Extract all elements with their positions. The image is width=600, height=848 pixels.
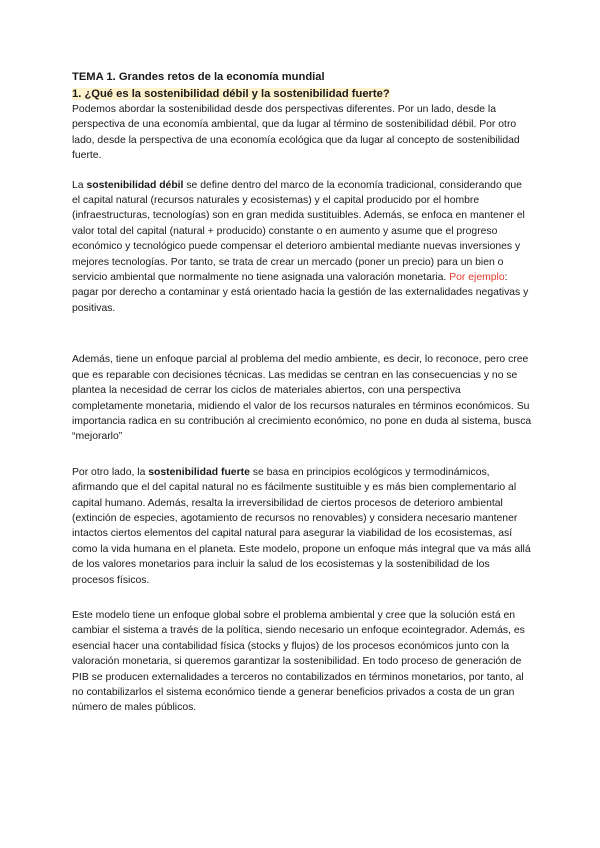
example-label: Por ejemplo [449,272,505,284]
section-heading-wrapper [72,84,532,102]
para2-lead: La [72,179,87,191]
paragraph-intro: Podemos abordar la sostenibilidad desde dos perspectivas diferentes. Por un lado, desde la perspectiva de una economía ambiental, que da lugar al término de sostenibilidad débil. Por otro lado, desde la perspectiva de una economía ecológica que da lugar al concepto de sostenibilidad fuerte. [72,104,520,162]
paragraph-partial-approach: Además, tiene un enfoque parcial al problema del medio ambiente, es decir, lo reconoce, pero cree que es reparable con decisiones técnicas. Las medidas se centran en las consecuencias y no se plantea la necesidad de cerrar los ciclos de materiales abiertos, con una perspectiva completamente monetaria, midiendo el valor de los recursos naturales en términos económicos. Su importancia radica en su contribución al crecimiento económico, no pone en duda al sistema, busca “mejorarlo” [72,354,532,443]
para4-body: se basa en principios ecológicos y termodinámicos, afirmando que el del capital natural no es fácilmente sustituible y es más bien complementario al capital humano. Además, resalta la irreversibilidad de ciertos procesos de deterioro ambiental (extinción de especies, agotamiento de recursos no renovables) y considera necesario mantener intactos ciertos elementos del capital natural para asegurar la viabilidad de los ecosistemas, así como la vida humana en el planeta. Este modelo, propone un enfoque más integral que va más allá de los valores monetarios para incluir la salud de los ecosistemas y la sostenibilidad de los procesos físicos. [72,466,531,586]
term-weak-sustainability: sostenibilidad débil [86,179,184,191]
paragraph-global-approach: Este modelo tiene un enfoque global sobre el problema ambiental y cree que la solución está en cambiar el sistema a través de la política, siendo necesario un enfoque ecointegrador. Además, es esencial hacer una contabilidad física (stocks y flujos) de los procesos económicos junto con la valoración monetaria, si queremos garantizar la sostenibilidad. En todo proceso de generación de PIB se producen externalidades a terceros no contabilizados en términos monetarios, por tanto, al no contabilizarlos el sistema económico tiende a generar beneficios privados a costa de un gran número de males públicos. [72,609,525,714]
document-page [72,70,532,716]
section-heading: 1. ¿Qué es la sostenibilidad débil y la sostenibilidad fuerte? [72,88,390,100]
term-strong-sustainability: sostenibilidad fuerte [148,466,250,478]
para2-body: se define dentro del marco de la economía tradicional, considerando que el capital natural (recursos naturales y ecosistemas) y el capital producido por el hombre (infraestructuras, tecnologías) son en gran medida sustituibles. Además, se enfoca en mantener el valor total del capital (natural + producido) constante o en aumento y asume que el progreso económico y tecnológico puede compensar el deterioro ambiental mediante nuevas inversiones y mejores tecnologías. Por tanto, se trata de crear un mercado (poner un precio) para un bien o servicio ambiental que normalmente no tiene asignada una valoración monetaria. [72,179,525,284]
para2-tail: : pagar por derecho a contaminar y está orientado hacia la gestión de las externalidades negativas y positivas. [72,272,529,314]
page-title: TEMA 1. Grandes retos de la economía mundial [72,71,325,83]
paragraph-strong-sustainability [72,465,532,588]
para4-lead: Por otro lado, la [72,466,149,478]
paragraph-weak-sustainability [72,178,532,317]
